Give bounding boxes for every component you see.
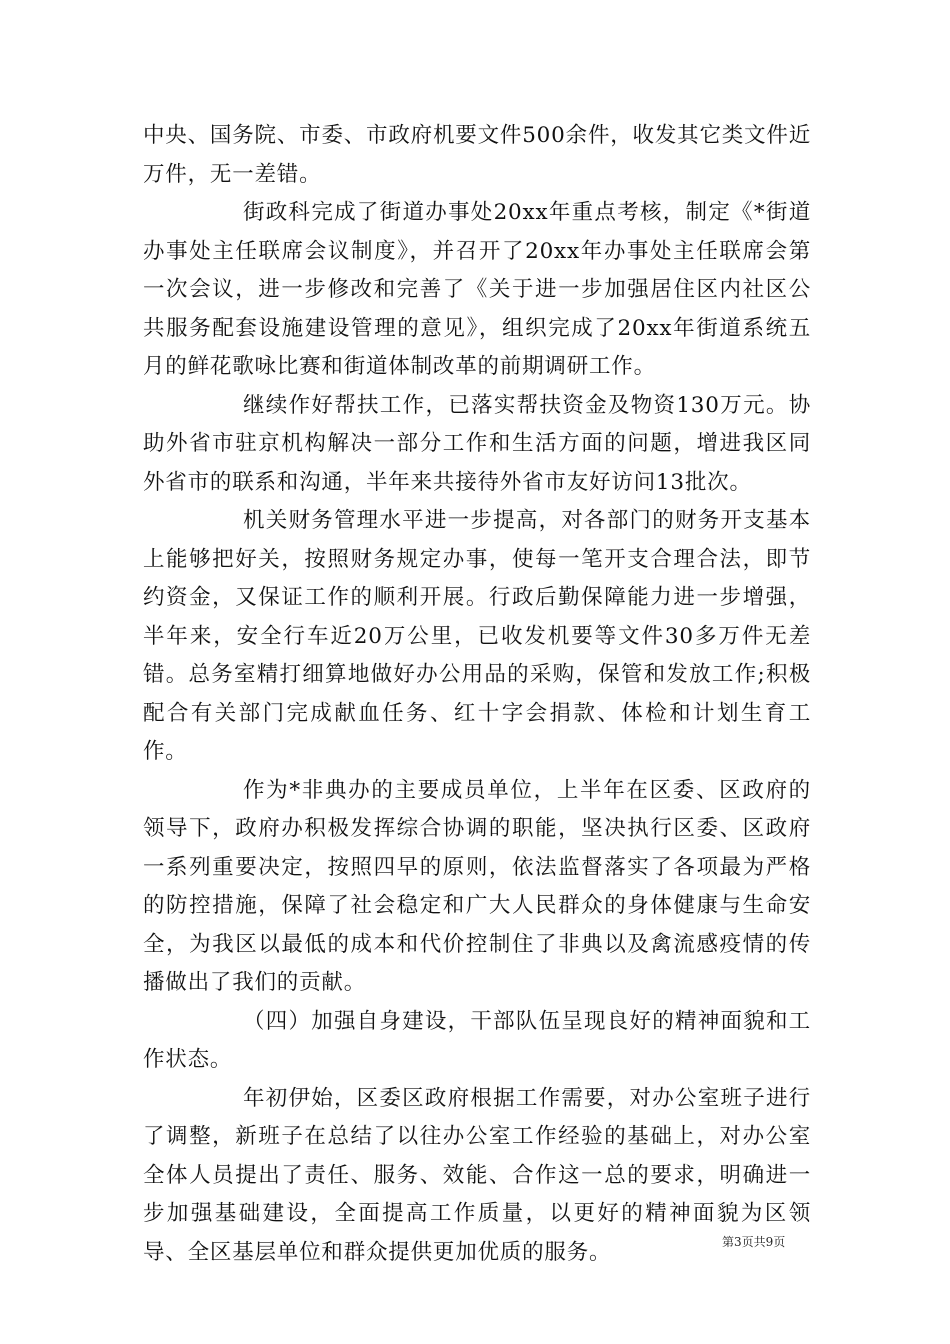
page-number-footer: 第3页共9页 bbox=[722, 1235, 786, 1249]
paragraph-assistance-work: 继续作好帮扶工作，已落实帮扶资金及物资130万元。协助外省市驻京机构解决一部分工作和生活方面的问题，增进我区同外省市的联系和沟通，半年来共接待外省市友好访问13批次。 bbox=[143, 392, 811, 495]
paragraph-finance-management: 机关财务管理水平进一步提高，对各部门的财务开支基本上能够把好关，按照财务规定办事，使每一笔开支合理合法，即节约资金，又保证工作的顺利开展。行政后勤保障能力进一步增强，半年来，安全行车近20万公里，已收发机要等文件30多万件无差错。总务室精打细算地做好办公用品的采购，保管和发放工作;积极配合有关部门完成献血任务、红十字会捐款、体检和计划生育工作。 bbox=[143, 508, 811, 764]
paragraph-street-affairs: 街政科完成了街道办事处20xx年重点考核，制定《*街道办事处主任联席会议制度》，并召开了20xx年办事处主任联席会第一次会议，进一步修改和完善了《关于进一步加强居住区内社区公共服务配套设施建设管理的意见》，组织完成了20xx年街道系统五月的鲜花歌咏比赛和街道体制改革的前期调研工作。 bbox=[143, 200, 811, 379]
paragraph-continued: 中央、国务院、市委、市政府机要文件500余件，收发其它类文件近万件，无一差错。 bbox=[143, 123, 811, 187]
document-body bbox=[143, 117, 811, 1272]
section-heading-self-building: （四）加强自身建设，干部队伍呈现良好的精神面貌和工作状态。 bbox=[143, 1008, 811, 1072]
paragraph-team-adjustment: 年初伊始，区委区政府根据工作需要，对办公室班子进行了调整，新班子在总结了以往办公室工作经验的基础上，对办公室全体人员提出了责任、服务、效能、合作这一总的要求，明确进一步加强基础建设，全面提高工作质量，以更好的精神面貌为区领导、全区基层单位和群众提供更加优质的服务。 bbox=[143, 1085, 811, 1265]
paragraph-sars-office: 作为*非典办的主要成员单位，上半年在区委、区政府的领导下，政府办积极发挥综合协调的职能，坚决执行区委、区政府一系列重要决定，按照四早的原则，依法监督落实了各项最为严格的防控措施，保障了社会稳定和广大人民群众的身体健康与生命安全，为我区以最低的成本和代价控制住了非典以及禽流感疫情的传播做出了我们的贡献。 bbox=[143, 777, 811, 995]
